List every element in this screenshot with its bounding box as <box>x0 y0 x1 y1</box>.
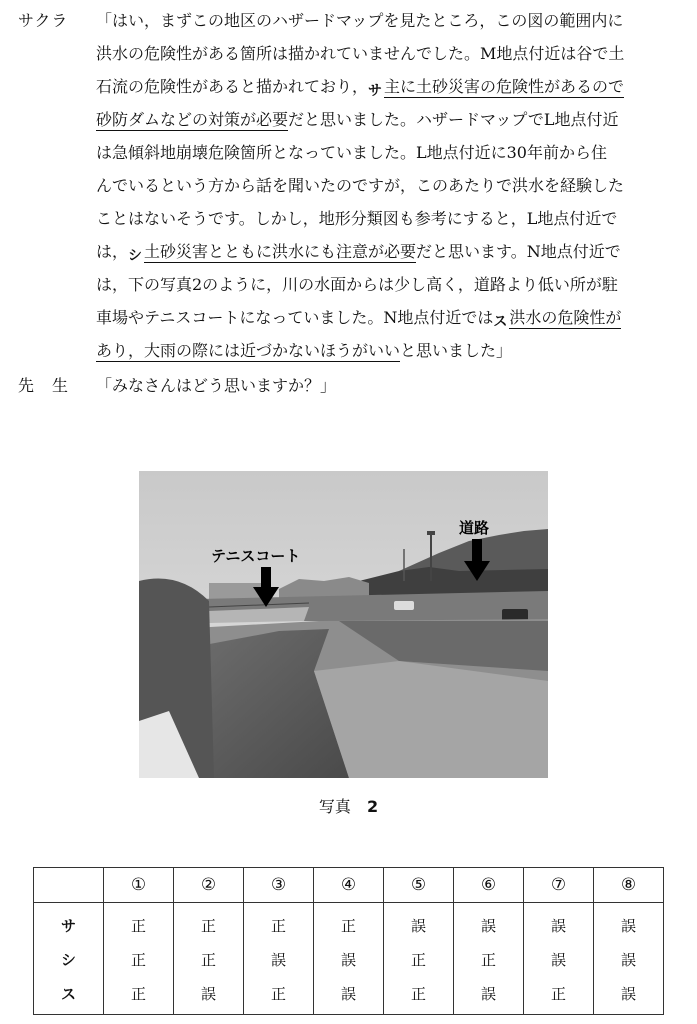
table-cell: 正 <box>104 903 174 943</box>
table-cell: 正 <box>314 903 384 943</box>
text-line <box>96 103 688 136</box>
speech-teacher <box>18 369 688 402</box>
table-row <box>34 903 664 943</box>
text: は，下の写真2のように，川の水面からは少し高く，道路より低い所が駐 <box>96 275 618 294</box>
text-line <box>96 235 688 268</box>
text-line <box>96 301 688 334</box>
table-cell: 誤 <box>384 903 454 943</box>
text-line <box>96 202 688 235</box>
text-line: 「みなさんはどう思いますか？」 <box>96 376 337 395</box>
marker-shi: シ <box>128 248 143 264</box>
text-line <box>96 4 688 37</box>
table-cell: 誤 <box>524 903 594 943</box>
underlined-text-shi: 土砂災害とともに洪水にも注意が必要 <box>144 242 417 261</box>
table-cell: 誤 <box>594 976 664 1015</box>
speaker-name: 先 生 <box>18 376 70 395</box>
choice-header: ⑤ <box>384 868 454 903</box>
choice-header: ⑥ <box>454 868 524 903</box>
text-line <box>96 136 688 169</box>
text-line <box>96 70 688 103</box>
car <box>394 601 414 610</box>
photo-caption <box>0 794 697 817</box>
choice-header: ④ <box>314 868 384 903</box>
answer-table <box>33 867 664 1015</box>
text: と思いました」 <box>400 341 513 360</box>
text: 石流の危険性があると描かれており， <box>96 77 369 96</box>
underlined-text-sa: 主に土砂災害の危険性があるので <box>384 77 625 96</box>
text: ことはないそうです。しかし，地形分類図も参考にすると，L地点付近で <box>96 209 618 228</box>
table-cell: 誤 <box>244 942 314 976</box>
text: 「はい，まずこの地区のハザードマップを見たところ，この図の範囲内に <box>96 11 624 30</box>
table-header-row <box>34 868 664 903</box>
underlined-text-su: 洪水の危険性が <box>509 308 622 327</box>
marker-su: ス <box>493 314 508 330</box>
row-label: シ <box>34 942 104 976</box>
row-label: サ <box>34 903 104 943</box>
table-cell: 誤 <box>454 903 524 943</box>
label-road: 道路 <box>459 519 490 537</box>
caption-text: 写真 <box>318 797 351 816</box>
table-cell: 正 <box>524 976 594 1015</box>
marker-sa: サ <box>368 83 383 99</box>
text-line <box>96 169 688 202</box>
label-tennis-court: テニスコート <box>211 547 301 565</box>
table-cell: 正 <box>244 976 314 1015</box>
caption-number: 2 <box>366 797 379 816</box>
table-cell: 正 <box>454 942 524 976</box>
table-cell: 正 <box>244 903 314 943</box>
table-corner <box>34 868 104 903</box>
underlined-text-su: あり，大雨の際には近づかないほうがいい <box>96 341 401 360</box>
table-cell: 誤 <box>524 942 594 976</box>
gravel-bank <box>314 661 548 778</box>
choice-header: ⑧ <box>594 868 664 903</box>
table-cell: 誤 <box>174 976 244 1015</box>
text: だと思いました。ハザードマップでL地点付近 <box>288 110 619 129</box>
text: 洪水の危険性がある箇所は描かれていませんでした。M地点付近は谷で土 <box>96 44 625 63</box>
table-cell: 正 <box>384 942 454 976</box>
choice-header: ① <box>104 868 174 903</box>
text-line <box>96 268 688 301</box>
table-cell: 誤 <box>314 942 384 976</box>
speaker-name: サクラ <box>18 11 69 30</box>
text-line <box>96 334 688 367</box>
text: は， <box>96 242 129 261</box>
table-cell: 正 <box>174 903 244 943</box>
underlined-text-sa: 砂防ダムなどの対策が必要 <box>96 110 289 129</box>
table-cell: 正 <box>384 976 454 1015</box>
text: だと思います。N地点付近で <box>416 242 621 261</box>
table-cell: 誤 <box>454 976 524 1015</box>
speech-lines <box>96 369 688 402</box>
table-cell: 誤 <box>594 942 664 976</box>
row-label: ス <box>34 976 104 1015</box>
table-cell: 誤 <box>594 903 664 943</box>
speech-sakura <box>18 4 688 367</box>
table-row <box>34 976 664 1015</box>
table-cell: 正 <box>104 942 174 976</box>
photo-2 <box>139 471 548 778</box>
dialogue <box>18 4 688 402</box>
table-cell: 正 <box>104 976 174 1015</box>
text: は急傾斜地崩壊危険箇所となっていました。L地点付近に30年前から住 <box>96 143 607 162</box>
choice-header: ② <box>174 868 244 903</box>
light-pole-top <box>427 531 435 535</box>
text: 車場やテニスコートになっていました。N地点付近では <box>96 308 494 327</box>
choice-header: ⑦ <box>524 868 594 903</box>
table-cell: 誤 <box>314 976 384 1015</box>
speech-lines <box>96 4 688 367</box>
text: んでいるという方から話を聞いたのですが，このあたりで洪水を経験した <box>96 176 625 195</box>
text-line <box>96 37 688 70</box>
table-cell: 正 <box>174 942 244 976</box>
table-row <box>34 942 664 976</box>
choice-header: ③ <box>244 868 314 903</box>
